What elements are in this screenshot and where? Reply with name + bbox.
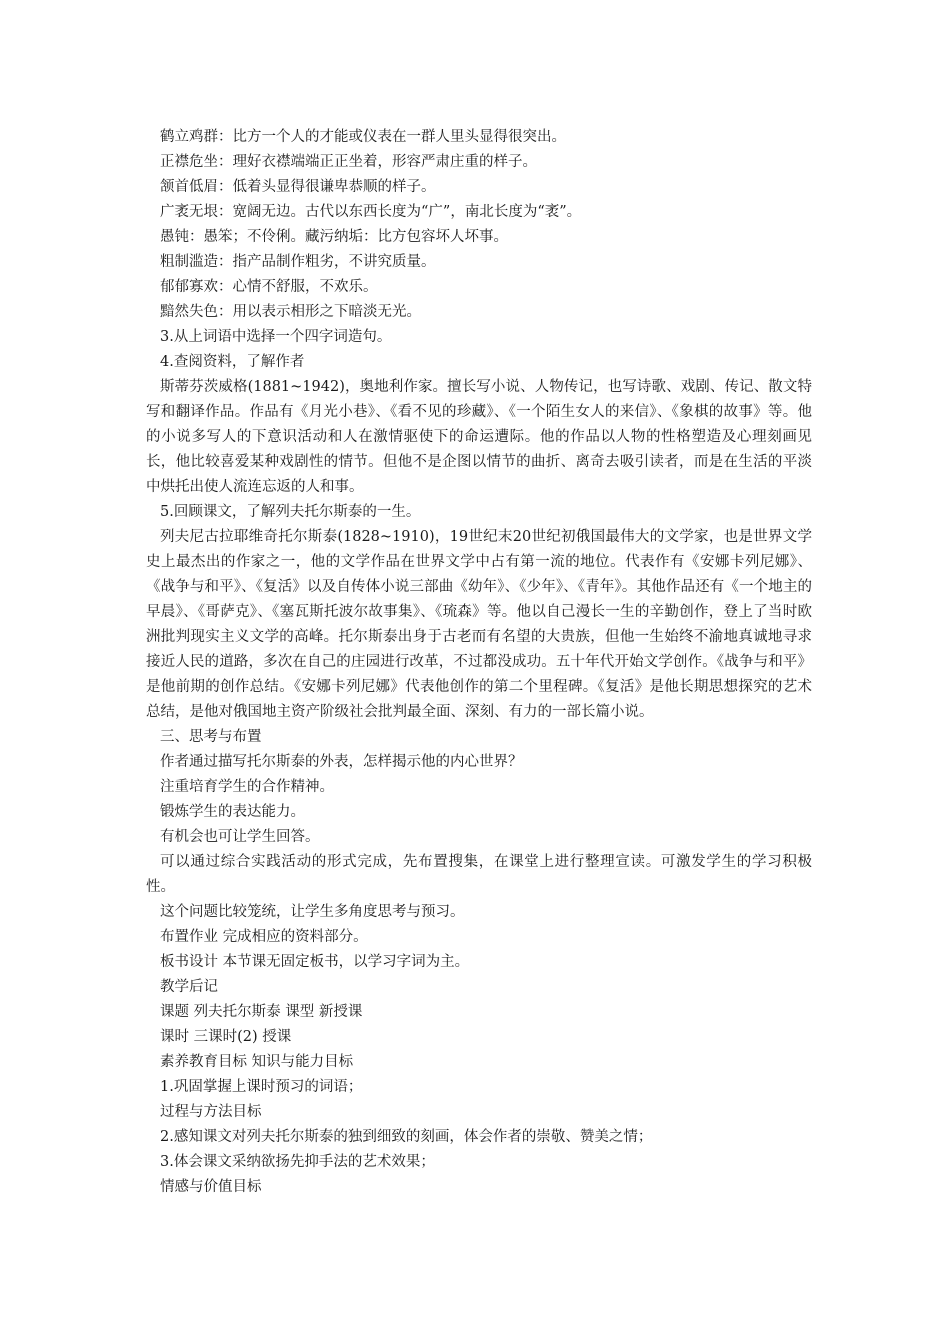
paragraph: 黯然失色：用以表示相形之下暗淡无光。 <box>160 304 421 320</box>
paragraph-author-bio: 斯蒂芬茨威格(1881~1942)，奥地利作家。擅长写小说、人物传记，也写诗歌、戏剧、传记、散文特写和翻译作品。作品有《月光小巷》、《看不见的珍藏》、《一个陌生女人的来信》、《象棋的故事》等。他的小说多写人的下意识活动和人在激情驱使下的命运遭际。他的作品以人物的性格塑造及心理刻画见长，他比较喜爱某种戏剧性的情节。但他不是企图以情节的曲折、离奇去吸引读者，而是在生活的平淡中烘托出使人流连忘返的人和事。 <box>146 379 812 495</box>
paragraph: 锻炼学生的表达能力。 <box>160 804 305 820</box>
paragraph: 鹤立鸡群：比方一个人的才能或仪表在一群人里头显得很突出。 <box>160 129 566 145</box>
paragraph: 素养教育目标 知识与能力目标 <box>160 1054 354 1070</box>
paragraph: 课时 三课时(2) 授课 <box>160 1029 292 1045</box>
paragraph: 注重培育学生的合作精神。 <box>160 779 334 795</box>
paragraph: 广袤无垠：宽阔无边。古代以东西长度为“广”，南北长度为“袤”。 <box>160 204 582 220</box>
paragraph: 布置作业 完成相应的资料部分。 <box>160 929 368 945</box>
paragraph: 课题 列夫托尔斯泰 课型 新授课 <box>160 1004 363 1020</box>
paragraph: 2.感知课文对列夫托尔斯泰的独到细致的刻画，体会作者的崇敬、赞美之情； <box>160 1129 653 1145</box>
paragraph: 这个问题比较笼统，让学生多角度思考与预习。 <box>160 904 465 920</box>
paragraph: 4.查阅资料，了解作者 <box>160 354 305 370</box>
paragraph: 3.从上词语中选择一个四字词造句。 <box>160 329 392 345</box>
paragraph: 颔首低眉：低着头显得很谦卑恭顺的样子。 <box>160 179 436 195</box>
paragraph-tolstoy-bio: 列夫尼古拉耶维奇托尔斯泰(1828~1910)，19世纪末20世纪初俄国最伟大的文学家，也是世界文学史上最杰出的作家之一，他的文学作品在世界文学中占有第一流的地位。代表作有《安娜卡列尼娜》、《战争与和平》、《复活》以及自传体小说三部曲《幼年》、《少年》、《青年》。其他作品还有《一个地主的早晨》、《哥萨克》、《塞瓦斯托波尔故事集》、《琉森》等。他以自己漫长一生的辛勤创作，登上了当时欧洲批判现实主义文学的高峰。托尔斯泰出身于古老而有名望的大贵族，但他一生始终不渝地真诚地寻求接近人民的道路，多次在自己的庄园进行改革，不过都没成功。五十年代开始文学创作。《战争与和平》是他前期的创作总结。《安娜卡列尼娜》代表他创作的第二个里程碑。《复活》是他长期思想探究的艺术总结，是他对俄国地主资产阶级社会批判最全面、深刻、有力的一部长篇小说。 <box>146 529 812 720</box>
paragraph: 作者通过描写托尔斯泰的外表，怎样揭示他的内心世界？ <box>160 754 523 770</box>
paragraph: 正襟危坐：理好衣襟端端正正坐着，形容严肃庄重的样子。 <box>160 154 537 170</box>
paragraph: 有机会也可让学生回答。 <box>160 829 320 845</box>
paragraph: 过程与方法目标 <box>160 1104 262 1120</box>
paragraph: 3.体会课文采纳欲扬先抑手法的艺术效果； <box>160 1154 435 1170</box>
paragraph: 可以通过综合实践活动的形式完成，先布置搜集，在课堂上进行整理宣读。可激发学生的学习积极性。 <box>146 854 812 895</box>
paragraph: 愚钝：愚笨；不伶俐。藏污纳垢：比方包容坏人坏事。 <box>160 229 508 245</box>
paragraph: 粗制滥造：指产品制作粗劣，不讲究质量。 <box>160 254 436 270</box>
paragraph: 郁郁寡欢：心情不舒服，不欢乐。 <box>160 279 378 295</box>
section-heading: 三、思考与布置 <box>160 729 262 745</box>
paragraph: 教学后记 <box>160 979 218 995</box>
paragraph: 板书设计 本节课无固定板书，以学习字词为主。 <box>160 954 470 970</box>
paragraph: 5.回顾课文，了解列夫托尔斯泰的一生。 <box>160 504 421 520</box>
paragraph: 情感与价值目标 <box>160 1179 262 1195</box>
document-body <box>146 125 812 1200</box>
paragraph: 1.巩固掌握上课时预习的词语； <box>160 1079 363 1095</box>
